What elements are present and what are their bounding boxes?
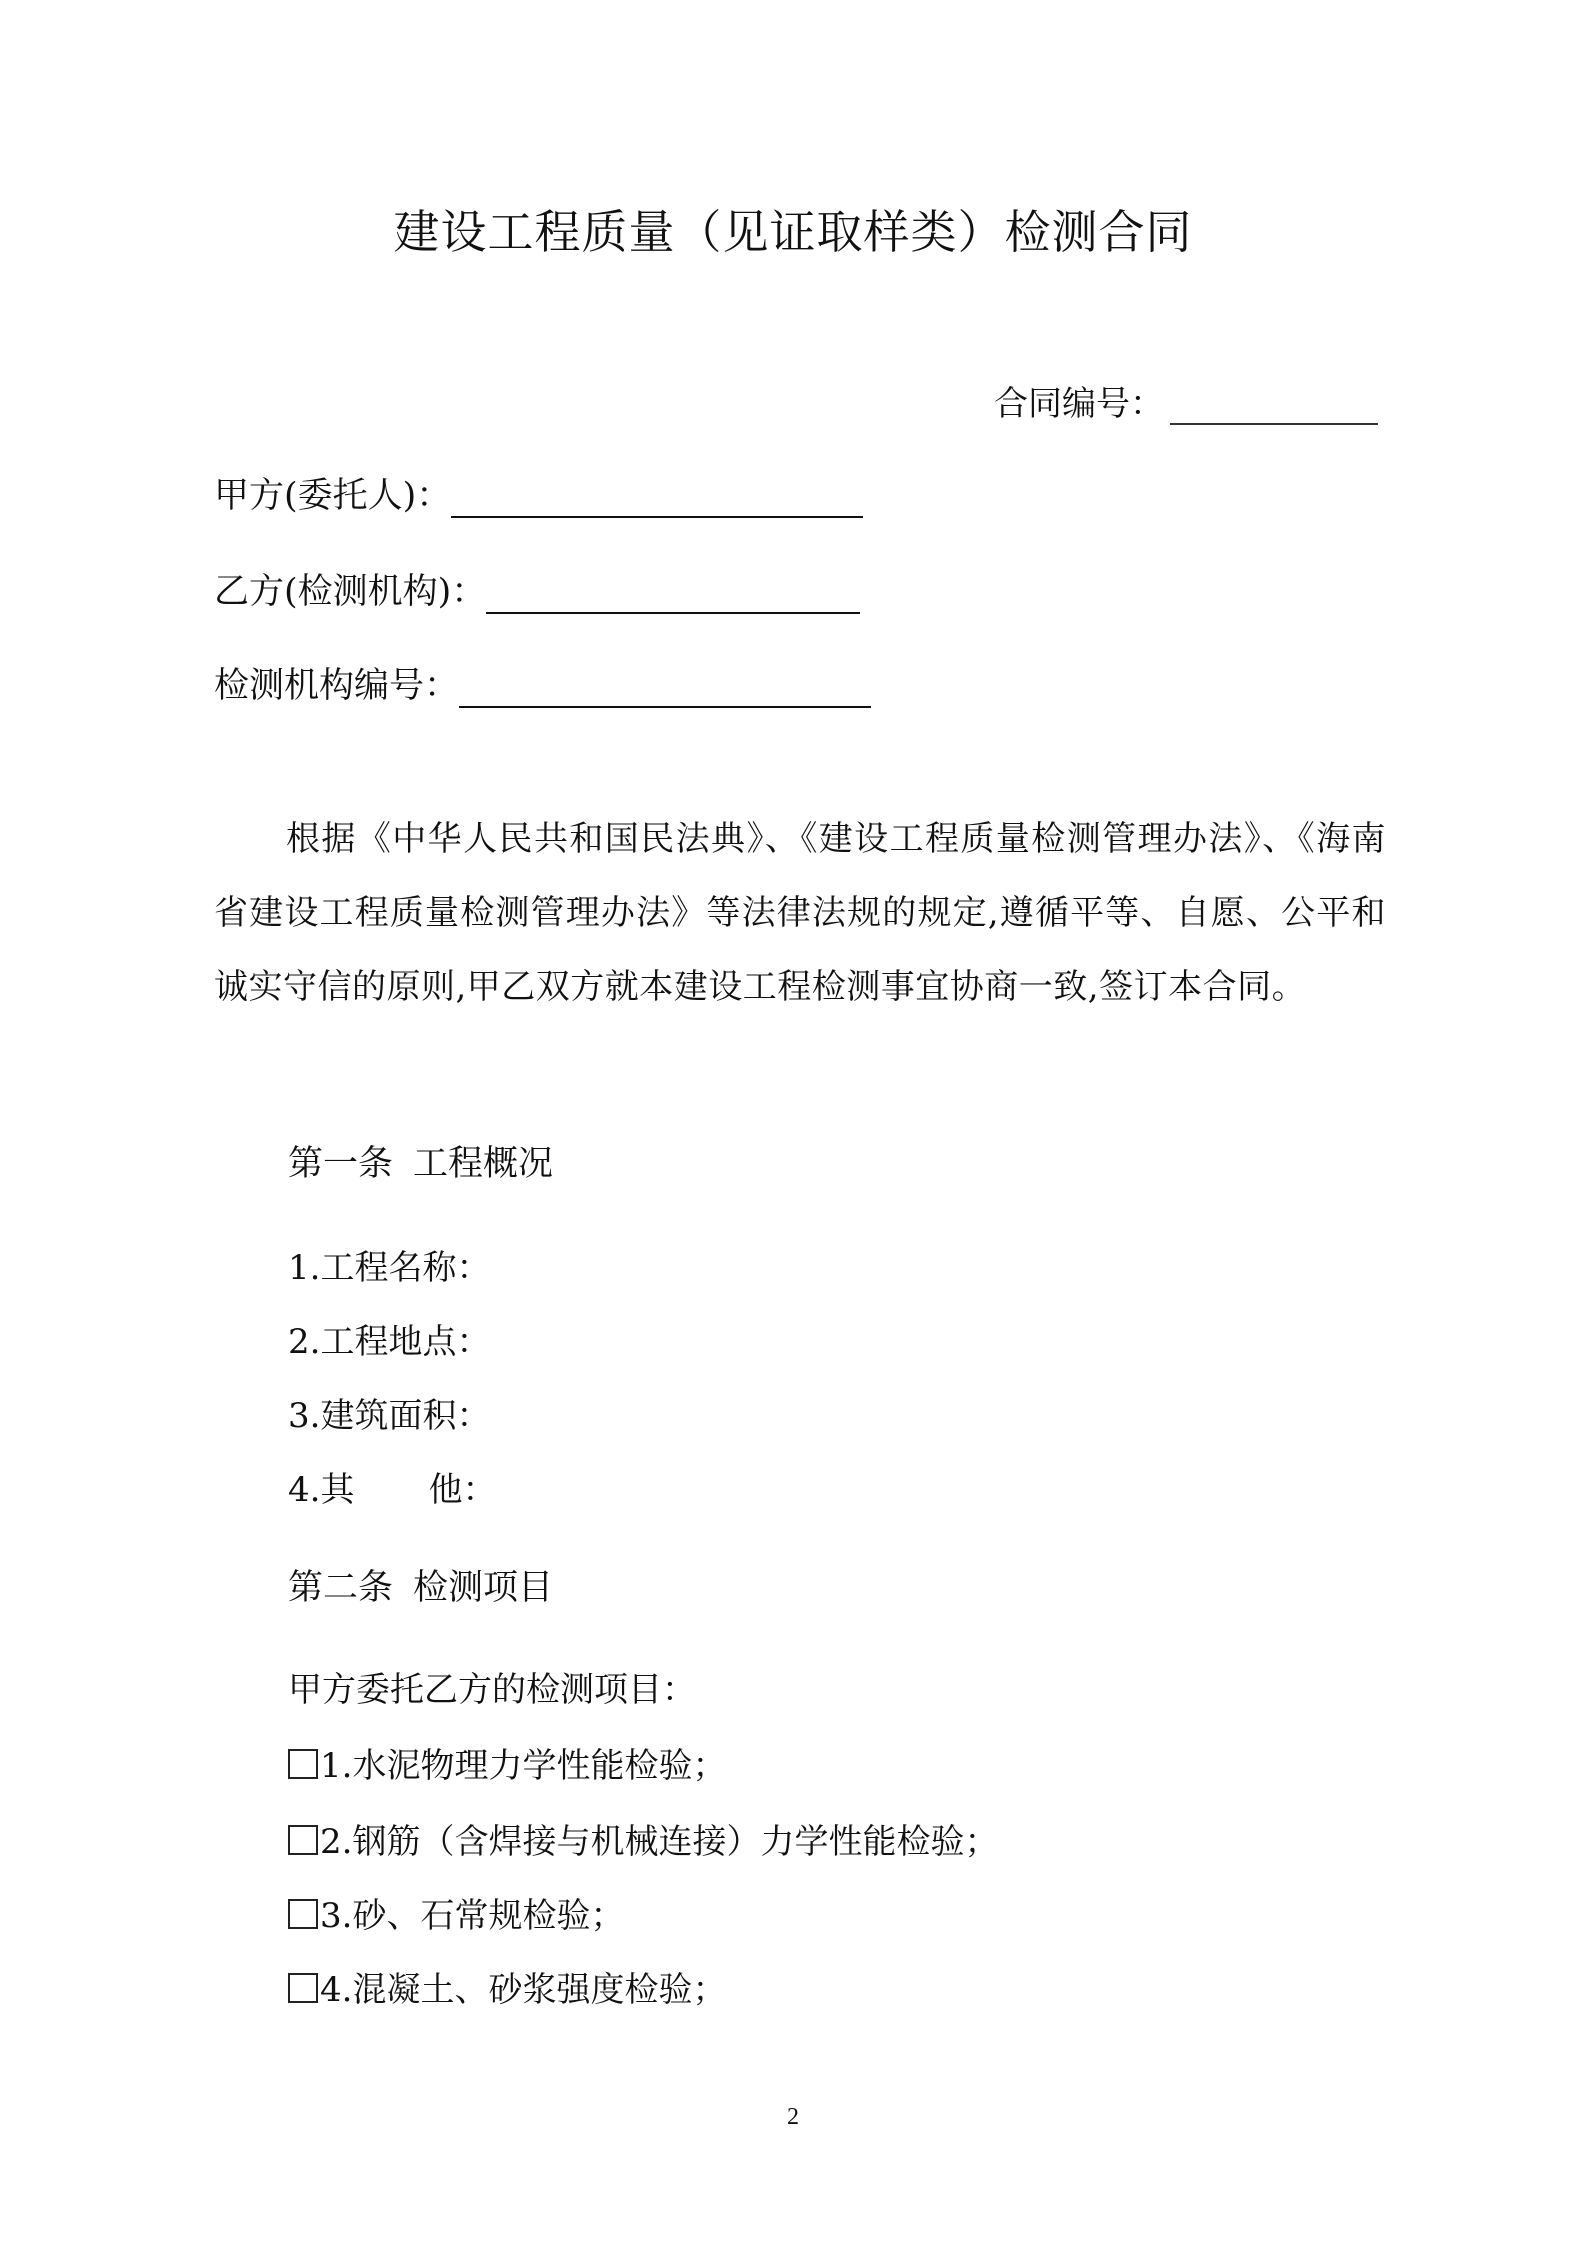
party-b-label: 乙方(检测机构)： — [214, 572, 487, 612]
checkbox-icon — [288, 1825, 318, 1855]
contract-number-label: 合同编号： — [994, 384, 1164, 424]
project-location-item: 2.工程地点： — [288, 1322, 491, 1362]
party-b-blank — [486, 576, 860, 614]
party-a-field — [214, 468, 863, 518]
checkbox-icon — [288, 1973, 318, 2003]
document-title: 建设工程质量（见证取样类）检测合同 — [393, 205, 1193, 259]
other-item — [288, 1462, 496, 1511]
contract-number-blank — [1170, 389, 1378, 425]
checkbox-icon — [288, 1749, 318, 1779]
test-item-label: 3.砂、石常规检验； — [320, 1896, 625, 1936]
test-item-label: 1.水泥物理力学性能检验； — [320, 1746, 727, 1786]
agency-number-label: 检测机构编号： — [214, 666, 460, 706]
article-1-number: 第一条 — [288, 1144, 394, 1184]
article-2-title: 检测项目 — [413, 1568, 554, 1608]
building-area-item: 3.建筑面积： — [288, 1396, 491, 1436]
checkbox-icon — [288, 1899, 318, 1929]
agency-number-field — [214, 658, 871, 708]
project-name-item: 1.工程名称： — [288, 1248, 491, 1288]
party-a-label: 甲方(委托人)： — [214, 476, 452, 516]
article-2-heading — [288, 1560, 553, 1610]
contract-number-field — [994, 376, 1378, 425]
other-item-prefix: 4.其 — [288, 1470, 355, 1510]
party-a-blank — [451, 480, 863, 518]
preamble-paragraph: 根据《中华人民共和国民法典》、《建设工程质量检测管理办法》、《海南省建设工程质量检测管理办法》等法律法规的规定,遵循平等、自愿、公平和诚实守信的原则,甲乙双方就本建设工程检测事宜协商一致,签订本合同。 — [214, 819, 1386, 1007]
other-item-suffix: 他： — [428, 1470, 497, 1510]
test-item-concrete-mortar — [288, 1962, 726, 2011]
test-item-cement — [288, 1738, 726, 1787]
test-item-label: 2.钢筋（含焊接与机械连接）力学性能检验； — [320, 1822, 999, 1862]
test-item-rebar — [288, 1814, 998, 1863]
party-b-field — [214, 564, 860, 614]
article-1-heading — [288, 1136, 553, 1186]
test-item-sand-stone — [288, 1888, 624, 1937]
test-item-label: 4.混凝土、砂浆强度检验； — [320, 1970, 727, 2010]
agency-number-blank — [459, 670, 871, 708]
page-number: 2 — [787, 2104, 799, 2130]
article-2-number: 第二条 — [288, 1568, 394, 1608]
test-items-intro: 甲方委托乙方的检测项目： — [288, 1670, 696, 1710]
article-1-title: 工程概况 — [413, 1144, 554, 1184]
